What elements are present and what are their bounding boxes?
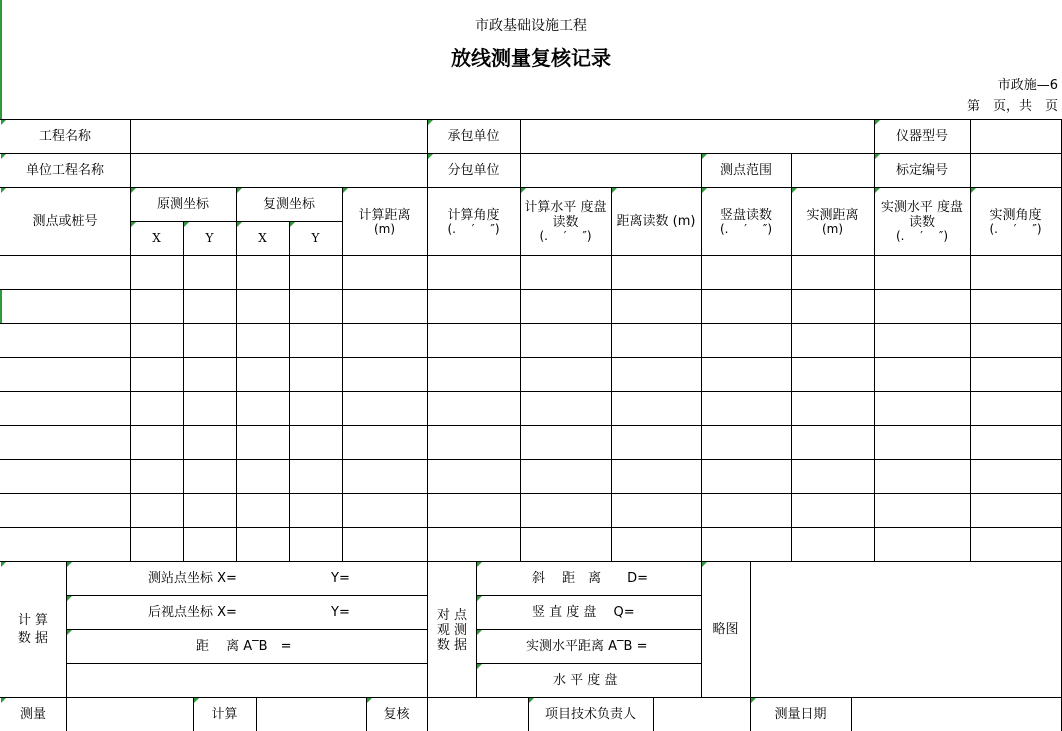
col-meas-dist: 实测距离 (m) <box>806 207 859 236</box>
contractor-field[interactable] <box>521 120 874 153</box>
contractor-label: 承包单位 <box>447 129 500 144</box>
check-data-label: 对 点 观 测 数 据 <box>436 607 468 653</box>
slope-distance-label: 斜 距 离 D= <box>532 571 649 586</box>
col-orig-x: X <box>152 231 161 245</box>
col-recheck-y: Y <box>311 231 320 245</box>
vertical-circle-label: 竖 直 度 盘 Q= <box>532 605 635 620</box>
tech-lead-label: 项目技术负责人 <box>544 707 636 722</box>
calibration-no-label: 标定编号 <box>895 163 948 178</box>
subcontractor-label: 分包单位 <box>447 163 500 178</box>
project-name-field[interactable] <box>131 120 427 153</box>
col-calc-angle: 计算角度 (. ′ ″) <box>447 207 500 236</box>
review-label: 复核 <box>383 707 410 722</box>
col-meas-angle: 实测角度 (. ′ ″) <box>989 207 1042 236</box>
col-meas-hz: 实测水平 度盘读数 (. ′ ″) <box>880 200 964 243</box>
category-title: 市政基础设施工程 <box>475 17 587 34</box>
col-calc-dist: 计算距离 (m) <box>358 207 411 236</box>
instrument-model-field[interactable] <box>971 120 1061 153</box>
survey-range-field[interactable] <box>792 154 874 187</box>
station-coord-label: 测站点坐标 X= <box>148 571 237 586</box>
calc-data-label: 计 算 数 据 <box>17 612 49 646</box>
tech-lead-field[interactable] <box>654 698 750 731</box>
survey-label: 测量 <box>19 707 46 722</box>
survey-date-field[interactable] <box>852 698 1061 731</box>
col-vert-reading: 竖盘读数 (. ′ ″) <box>719 207 772 236</box>
compute-field[interactable] <box>257 698 366 731</box>
col-calc-hz: 计算水平 度盘读数 (. ′ ″) <box>524 200 607 243</box>
col-recheck-x: X <box>258 231 267 245</box>
station-y-label: Y= <box>331 571 350 586</box>
col-point: 测点或桩号 <box>32 214 98 229</box>
col-orig-coord: 原测坐标 <box>156 197 209 212</box>
col-dist-reading: 距离读数 (m) <box>616 214 696 229</box>
sketch-label: 略图 <box>712 622 739 637</box>
hz-distance-label: 实测水平距离 A‾B = <box>526 639 648 654</box>
review-field[interactable] <box>428 698 528 731</box>
survey-date-label: 测量日期 <box>774 707 827 722</box>
col-orig-y: Y <box>205 231 214 245</box>
unit-project-name-field[interactable] <box>131 154 427 187</box>
backsight-y-label: Y= <box>331 605 350 620</box>
page-title: 放线测量复核记录 <box>451 45 611 70</box>
hz-circle-label: 水 平 度 盘 <box>553 673 618 688</box>
col-recheck-coord: 复测坐标 <box>262 197 315 212</box>
subcontractor-field[interactable] <box>521 154 701 187</box>
backsight-coord-label: 后视点坐标 X= <box>148 605 237 620</box>
unit-project-name-label: 单位工程名称 <box>25 163 104 178</box>
sketch-area[interactable] <box>751 562 1061 697</box>
survey-range-label: 测点范围 <box>719 163 772 178</box>
calc-extra-field[interactable] <box>67 664 427 697</box>
form-code: 市政施—6 <box>997 78 1058 93</box>
project-name-label: 工程名称 <box>38 129 91 144</box>
distance-ab-label: 距 离 A‾B = <box>196 639 292 654</box>
survey-field[interactable] <box>67 698 193 731</box>
data-rows-area[interactable] <box>0 256 1061 561</box>
instrument-model-label: 仪器型号 <box>895 129 948 144</box>
page-info: 第 页，共 页 <box>966 99 1058 114</box>
compute-label: 计算 <box>211 707 238 722</box>
calibration-no-field[interactable] <box>971 154 1061 187</box>
